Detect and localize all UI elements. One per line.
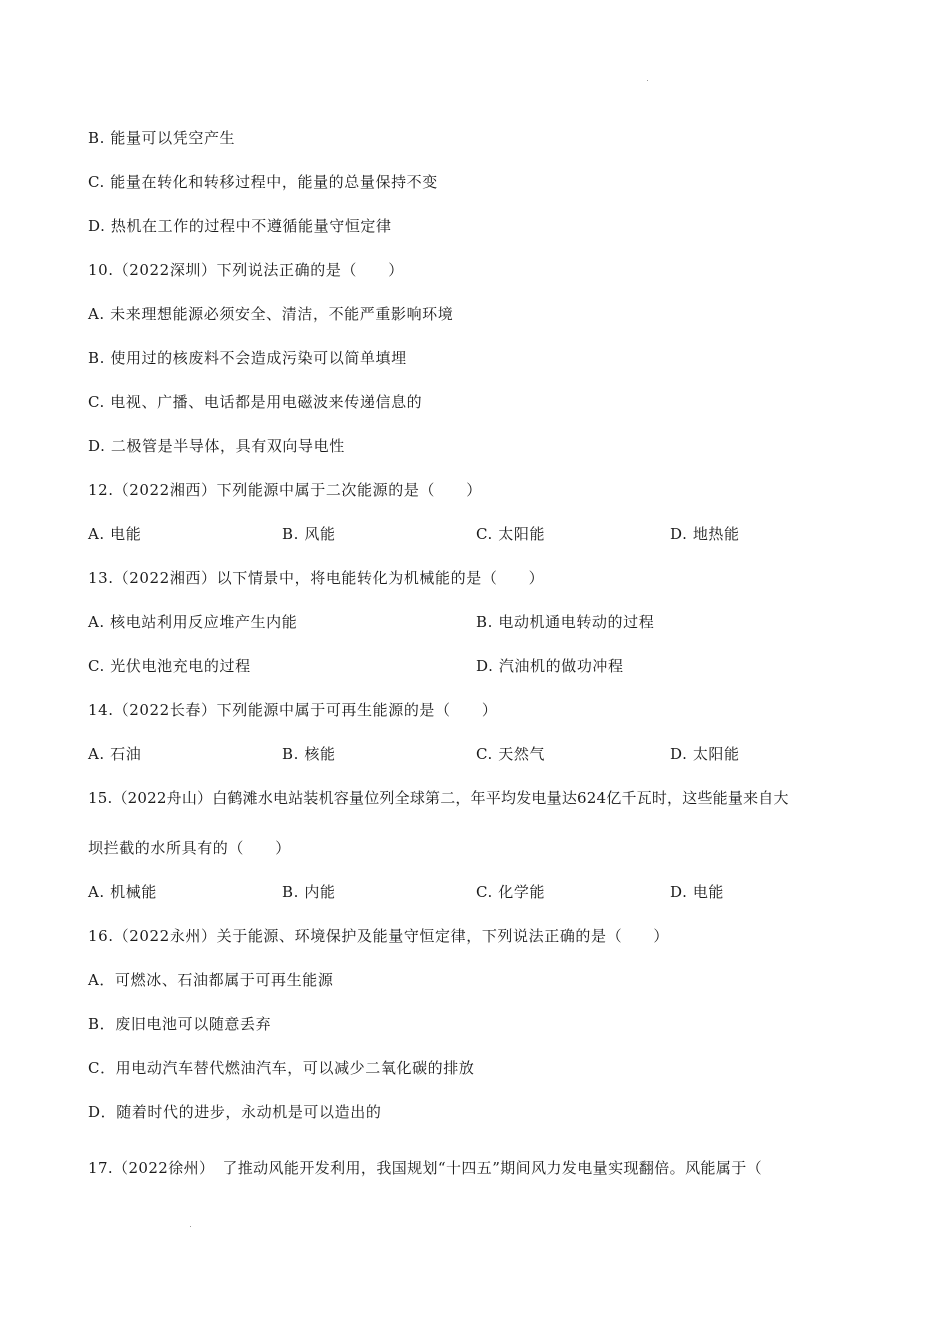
question-15-line-2: 坝拦截的水所具有的（ ） [88,839,291,857]
question-13: 13.（2022湘西）以下情景中，将电能转化为机械能的是（ ） [88,569,545,587]
question-16-option-b: B．废旧电池可以随意丢弃 [88,1015,272,1033]
bottom-dot [190,1226,191,1227]
question-10-option-d: D. 二极管是半导体，具有双向导电性 [88,437,345,455]
question-15-option-d: D. 电能 [670,883,725,901]
question-10: 10.（2022深圳）下列说法正确的是（ ） [88,261,404,279]
question-12-option-a: A. 电能 [88,525,142,543]
question-12-option-c: C. 太阳能 [476,525,546,543]
question-15-option-a: A. 机械能 [88,883,157,901]
option-d-line: D. 热机在工作的过程中不遵循能量守恒定律 [88,217,392,235]
question-14-option-a: A. 石油 [88,745,142,763]
question-13-option-a: A. 核电站利用反应堆产生内能 [88,613,298,631]
top-dot [647,80,648,81]
question-17: 17.（2022徐州） 了推动风能开发利用，我国规划“十四五”期间风力发电量实现翻倍。风能属于（ [88,1159,763,1177]
option-c-line: C. 能量在转化和转移过程中，能量的总量保持不变 [88,173,438,191]
question-14-option-c: C. 天然气 [476,745,546,763]
question-12-option-b: B. 风能 [282,525,336,543]
question-14: 14.（2022长春）下列能源中属于可再生能源的是（ ） [88,701,498,719]
option-b-line: B. 能量可以凭空产生 [88,129,236,147]
question-12: 12.（2022湘西）下列能源中属于二次能源的是（ ） [88,481,482,499]
question-15-option-b: B. 内能 [282,883,336,901]
question-13-option-c: C. 光伏电池充电的过程 [88,657,251,675]
question-14-option-d: D. 太阳能 [670,745,740,763]
question-16: 16.（2022永州）关于能源、环境保护及能量守恒定律，下列说法正确的是（ ） [88,927,670,945]
question-10-option-a: A. 未来理想能源必须安全、清洁，不能严重影响环境 [88,305,454,323]
question-10-option-c: C. 电视、广播、电话都是用电磁波来传递信息的 [88,393,423,411]
question-12-option-d: D. 地热能 [670,525,740,543]
question-16-option-d: D．随着时代的进步，永动机是可以造出的 [88,1103,382,1121]
question-16-option-c: C．用电动汽车替代燃油汽车，可以减少二氧化碳的排放 [88,1059,475,1077]
question-13-option-d: D. 汽油机的做功冲程 [476,657,624,675]
question-15-option-c: C. 化学能 [476,883,546,901]
question-15-line-1: 15.（2022舟山）白鹤滩水电站装机容量位列全球第二，年平均发电量达624亿千瓦时，这些能量来自大 [88,789,789,807]
question-16-option-a: A．可燃冰、石油都属于可再生能源 [88,971,334,989]
question-10-option-b: B. 使用过的核废料不会造成污染可以简单填埋 [88,349,407,367]
question-14-option-b: B. 核能 [282,745,336,763]
question-13-option-b: B. 电动机通电转动的过程 [476,613,655,631]
